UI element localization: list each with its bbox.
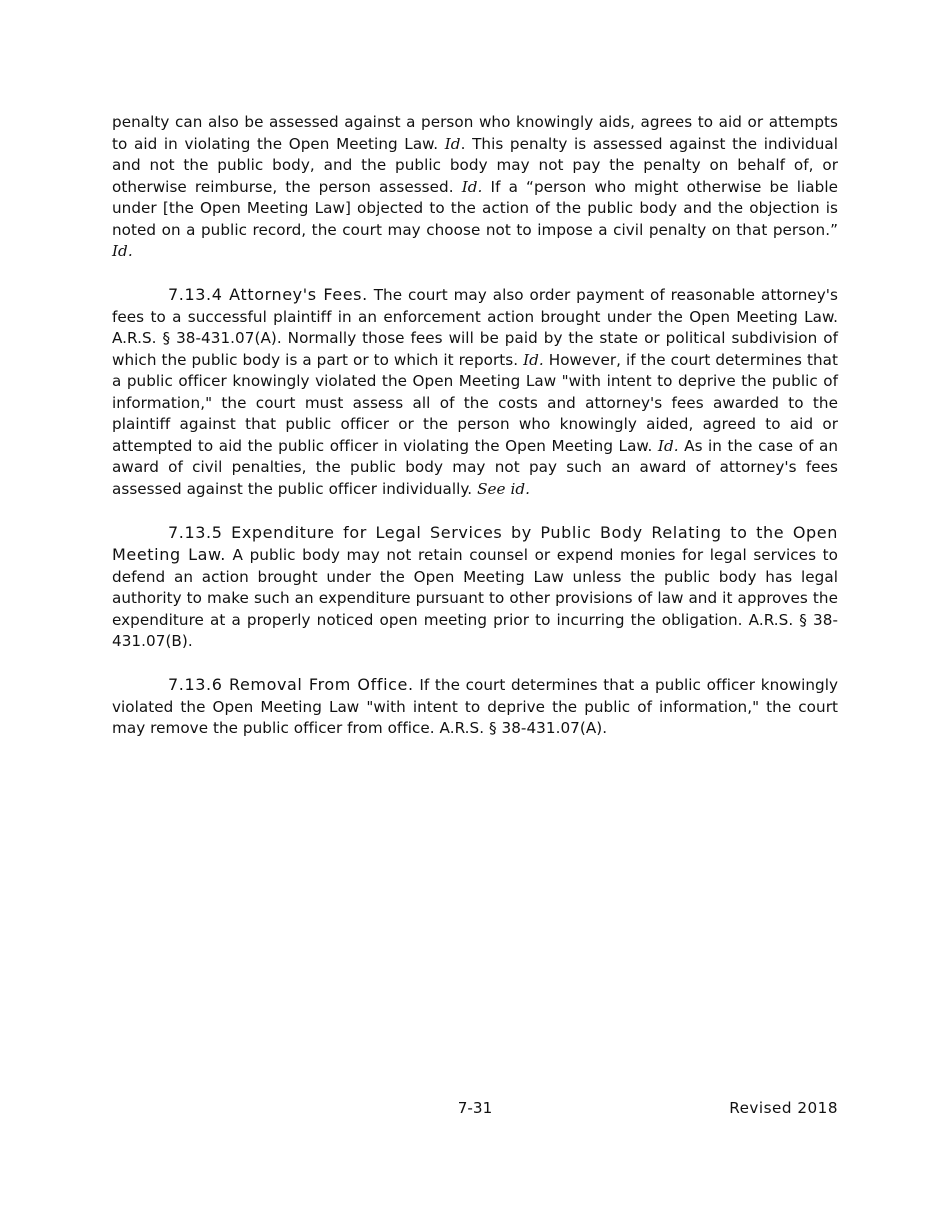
paragraph-text: If a “person who might otherwise be liable under [the Open Meeting Law] objected to the action of the public body and the objection is noted on a public record, the court may choose not to impose a civil penalty on that person.” [112, 177, 838, 239]
paragraph-text: As in the case of an award of civil penalties, the public body may not pay such an award of attorney's fees assessed against the public officer individually. [112, 436, 839, 498]
citation: Id. [523, 350, 544, 369]
paragraph-text: A public body may not retain counsel or expend monies for legal services to defend an action brought under the Open Meeting Law unless the public body has legal authority to make such an expenditure pursuant to other provisions of law and it approves the expenditure at a properly noticed open meeting prior to incurring the obligation. A.R.S. § 38-431.07(B). [112, 546, 838, 650]
citation: Id. [657, 436, 679, 455]
section-heading: 7.13.4 Attorney's Fees. [168, 285, 368, 304]
paragraph-text: However, if the court determines that a public officer knowingly violated the Open Meeting Law "with intent to deprive the public of information," the court must assess all of the costs and attorney's fees awarded to the plaintiff against that public officer or the person who knowingly aided, agreed to aid or attempted to aid the public officer in violating the Open Meeting Law. [112, 350, 838, 455]
section-heading: 7.13.5 Expenditure for Legal Services by Public Body Relating to the Open Meeting Law. [112, 522, 838, 564]
page-footer [112, 1097, 838, 1119]
section-heading: 7.13.6 Removal From Office. [168, 675, 414, 694]
citation: Id. [461, 177, 483, 196]
paragraph-text: If the court determines that a public officer knowingly violated the Open Meeting Law "with intent to deprive the public of information," the court may remove the public officer from office. A.R.S. § 38-431.07(A). [112, 676, 839, 737]
paragraph-civil-penalty-continued [112, 112, 838, 263]
citation: See id. [477, 479, 531, 498]
page-number: 7-31 [457, 1099, 493, 1117]
paragraph-text: . This penalty is assessed against the individual and not the public body, and the public body may not pay the penalty on behalf of, or otherwise reimburse, the person assessed. [112, 134, 838, 196]
section-7-13-6 [112, 674, 838, 740]
paragraph-text: The court may also order payment of reasonable attorney's fees to a successful plaintiff in an enforcement action brought under the Open Meeting Law. A.R.S. § 38-431.07(A). Normally those fees will be paid by the state or political subdivision of which the public body is a part or to which it reports. [112, 286, 838, 369]
paragraph-text: penalty can also be assessed against a person who knowingly aids, agrees to aid or attempts to aid in violating the Open Meeting Law. [112, 113, 838, 153]
section-7-13-4 [112, 284, 838, 500]
citation: Id [444, 134, 461, 153]
revision-note: Revised 2018 [729, 1099, 838, 1117]
citation: Id. [112, 242, 133, 260]
document-body [112, 112, 838, 761]
section-7-13-5 [112, 522, 838, 653]
